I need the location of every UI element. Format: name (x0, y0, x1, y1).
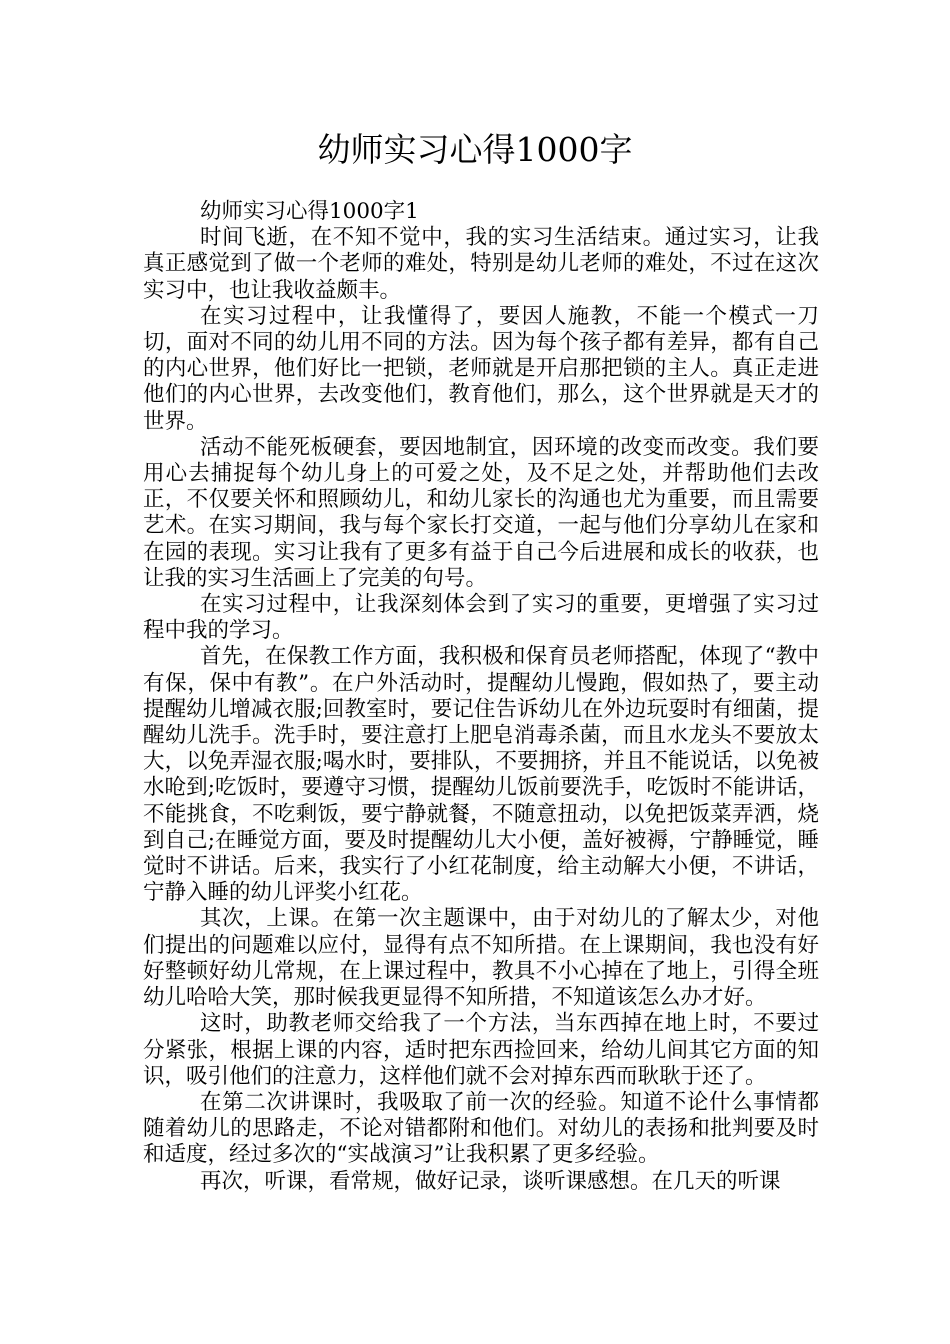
paragraph: 时间飞逝，在不知不觉中，我的实习生活结束。通过实习，让我真正感觉到了做一个老师的难处，特别是幼儿老师的难处，不过在这次实习中，也让我收益颇丰。 (143, 225, 819, 303)
paragraph: 再次，听课，看常规，做好记录，谈听课感想。在几天的听课 (199, 1168, 781, 1194)
paragraph: 活动不能死板硬套，要因地制宜，因环境的改变而改变。我们要用心去捕捉每个幼儿身上的可爱之处，及不足之处，并帮助他们去改正，不仅要关怀和照顾幼儿，和幼儿家长的沟通也尤为重要，而且需要艺术。在实习期间，我与每个家长打交道，一起与他们分享幼儿在家和在园的表现。实习让我有了更多有益于自己今后进展和成长的收获，也让我的实习生活画上了完美的句号。 (143, 434, 819, 591)
paragraph: 在第二次讲课时，我吸取了前一次的经验。知道不论什么事情都随着幼儿的思路走，不论对错都附和他们。对幼儿的表扬和批判要及时和适度，经过多次的“实战演习”让我积累了更多经验。 (143, 1089, 819, 1168)
paragraph: 其次，上课。在第一次主题课中，由于对幼儿的了解太少，对他们提出的问题难以应付，显得有点不知所措。在上课期间，我也没有好好整顿好幼儿常规，在上课过程中，教具不小心掉在了地上，引得全班幼儿哈哈大笑，那时候我更显得不知所措，不知道该怎么办才好。 (143, 906, 819, 1011)
document-body (143, 199, 819, 1195)
document-title: 幼师实习心得1000字 (317, 130, 633, 169)
paragraph: 首先，在保教工作方面，我积极和保育员老师搭配，体现了“教中有保，保中有教”。在户外活动时，提醒幼儿慢跑，假如热了，要主动提醒幼儿增减衣服;回教室时，要记住告诉幼儿在外边玩耍时有细菌，提醒幼儿洗手。洗手时，要注意打上肥皂消毒杀菌，而且水龙头不要放太大，以免弄湿衣服;喝水时，要排队，不要拥挤，并且不能说话，以免被水呛到;吃饭时，要遵守习惯，提醒幼儿饭前要洗手，吃饭时不能讲话，不能挑食，不吃剩饭，要宁静就餐，不随意扭动，以免把饭菜弄洒，烧到自己;在睡觉方面，要及时提醒幼儿大小便，盖好被褥，宁静睡觉，睡觉时不讲话。后来，我实行了小红花制度，给主动解大小便，不讲话，宁静入睡的幼儿评奖小红花。 (143, 644, 819, 906)
paragraph: 这时，助教老师交给我了一个方法，当东西掉在地上时，不要过分紧张，根据上课的内容，适时把东西捡回来，给幼儿间其它方面的知识，吸引他们的注意力，这样他们就不会对掉东西而耿耿于还了。 (143, 1011, 819, 1089)
paragraph: 在实习过程中，让我深刻体会到了实习的重要，更增强了实习过程中我的学习。 (143, 592, 819, 644)
section-heading: 幼师实习心得1000字1 (199, 199, 419, 224)
paragraph: 在实习过程中，让我懂得了，要因人施教，不能一个模式一刀切，面对不同的幼儿用不同的方法。因为每个孩子都有差异，都有自己的内心世界，他们好比一把锁，老师就是开启那把锁的主人。真正走进他们的内心世界，去改变他们，教育他们，那么，这个世界就是天才的世界。 (143, 303, 819, 434)
